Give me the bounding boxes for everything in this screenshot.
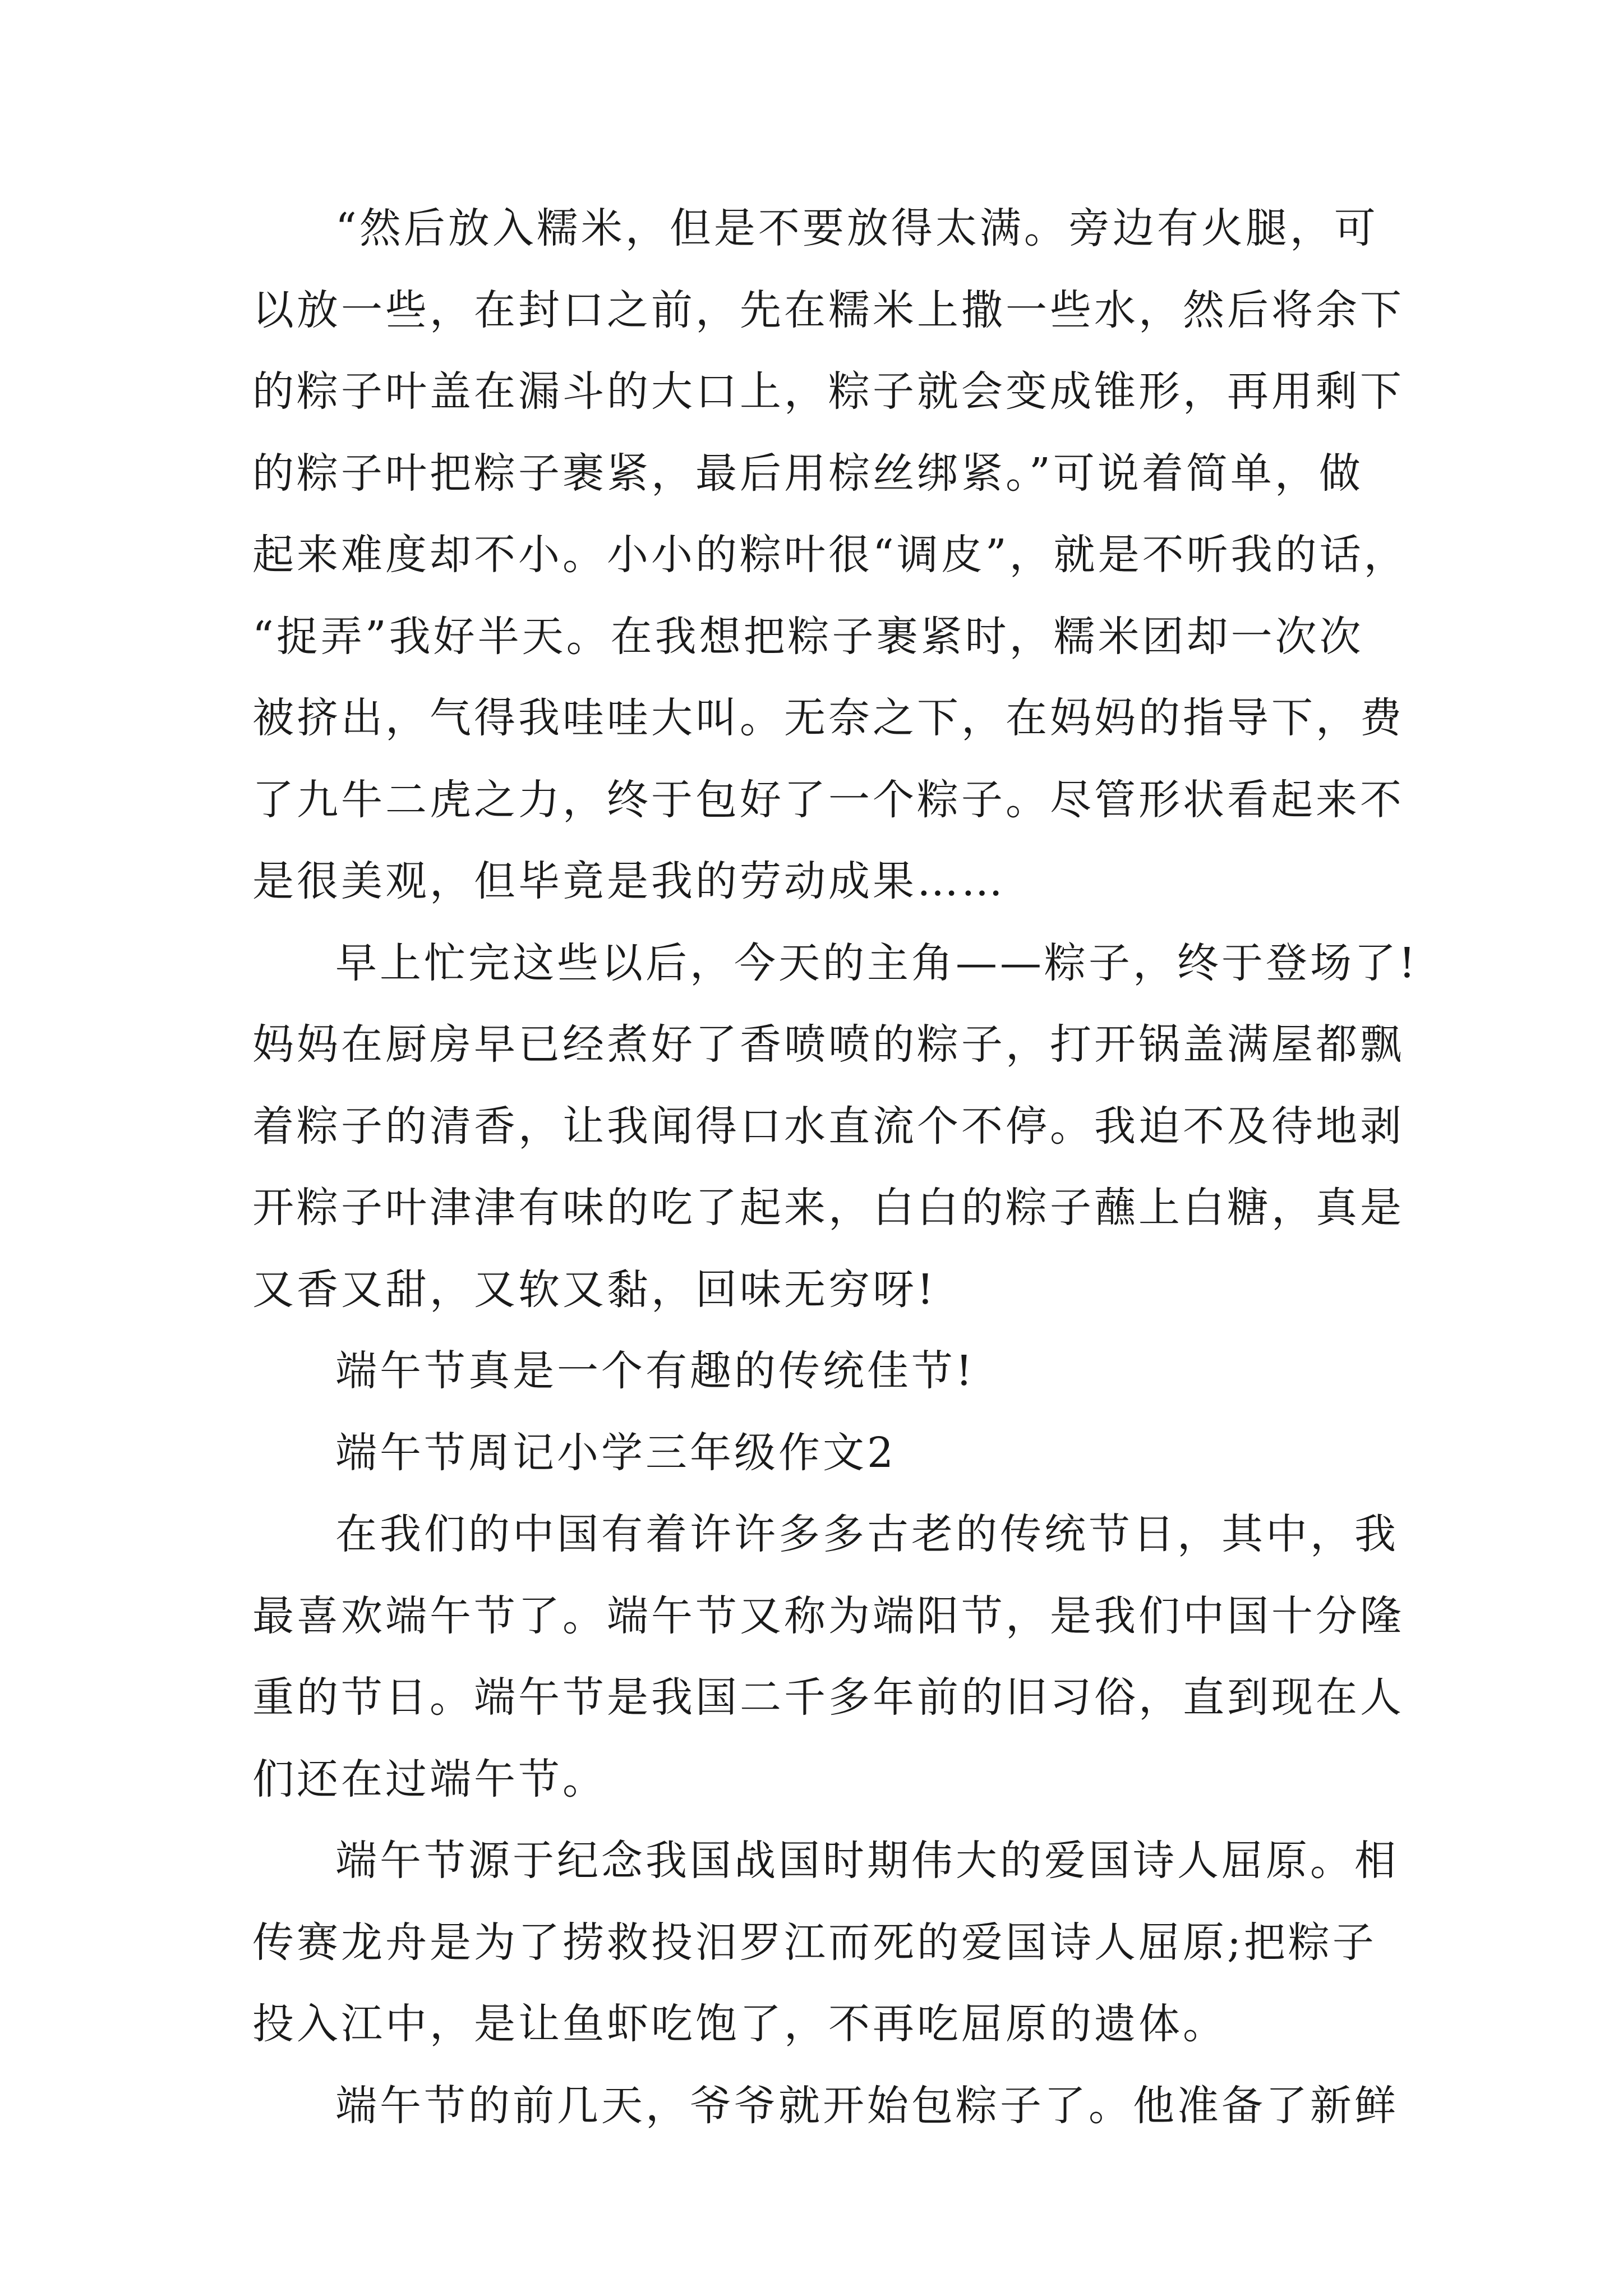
text-line: 重的节日。端午节是我国二千多年前的旧习俗，直到现在人	[252, 1673, 1404, 1722]
text-line: 在我们的中国有着许许多多古老的传统节日，其中，我	[335, 1510, 1399, 1558]
text-line: 起来难度却不小。小小的粽叶很“调皮”，就是不听我的话，	[252, 531, 1408, 579]
text-line: 以放一些，在封口之前，先在糯米上撒一些水，然后将余下	[252, 286, 1404, 334]
text-line: 是很美观，但毕竟是我的劳动成果……	[252, 857, 1006, 905]
text-line: 端午节的前几天，爷爷就开始包粽子了。他准备了新鲜	[335, 2081, 1399, 2130]
text-line: 妈妈在厨房早已经煮好了香喷喷的粽子，打开锅盖满屋都飘	[252, 1020, 1404, 1069]
text-line: 投入江中，是让鱼虾吃饱了，不再吃屈原的遗体。	[252, 2000, 1227, 2048]
text-line: “然后放入糯米，但是不要放得太满。旁边有火腿，可	[335, 204, 1378, 252]
text-line: 的粽子叶把粽子裹紧，最后用棕丝绑紧。”可说着简单，做	[252, 449, 1363, 498]
text-line: 传赛龙舟是为了捞救投汨罗江而死的爱国诗人屈原;把粽子	[252, 1918, 1377, 1967]
text-line: “捉弄”我好半天。在我想把粽子裹紧时，糯米团却一次次	[252, 612, 1364, 661]
text-line: 了九牛二虎之力，终于包好了一个粽子。尽管形状看起来不	[252, 775, 1404, 824]
text-line: 端午节真是一个有趣的传统佳节!	[335, 1347, 975, 1395]
document-body	[252, 188, 1441, 2147]
text-line: 又香又甜，又软又黏，回味无穷呀!	[252, 1265, 937, 1314]
section-heading: 端午节周记小学三年级作文2	[335, 1428, 897, 1477]
text-line: 被挤出，气得我哇哇大叫。无奈之下，在妈妈的指导下，费	[252, 694, 1404, 742]
text-line: 们还在过端午节。	[252, 1755, 607, 1803]
text-line: 着粽子的清香，让我闻得口水直流个不停。我迫不及待地剥	[252, 1102, 1404, 1151]
text-line: 开粽子叶津津有味的吃了起来，白白的粽子蘸上白糖，真是	[252, 1184, 1404, 1232]
text-line: 最喜欢端午节了。端午节又称为端阳节，是我们中国十分隆	[252, 1591, 1404, 1640]
text-line: 的粽子叶盖在漏斗的大口上，粽子就会变成锥形，再用剩下	[252, 367, 1404, 416]
text-line: 端午节源于纪念我国战国时期伟大的爱国诗人屈原。相	[335, 1837, 1399, 1885]
text-line: 早上忙完这些以后，今天的主角——粽子，终于登场了!	[335, 938, 1418, 987]
